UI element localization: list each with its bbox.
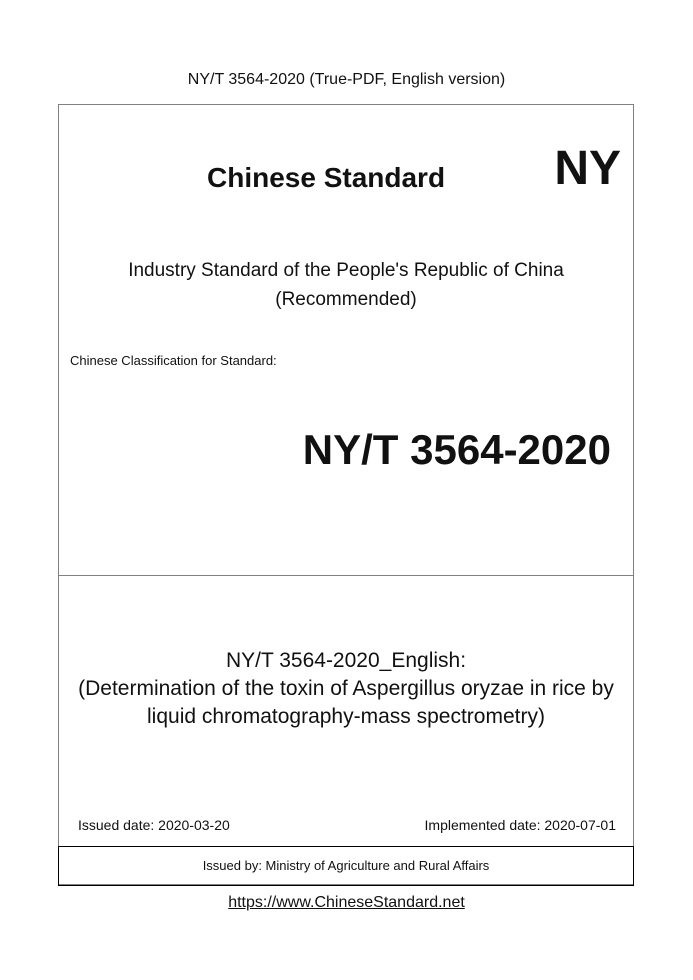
document-title-line: (Determination of the toxin of Aspergillus oryzae in rice by (78, 677, 614, 700)
standard-number: NY/T 3564-2020 (302, 426, 611, 473)
industry-standard-line: Industry Standard of the People's Republic of China (128, 260, 564, 281)
document-header: NY/T 3564-2020 (True-PDF, English version) (187, 71, 506, 88)
brand-code: NY (554, 142, 621, 195)
issuer-bar: Issued by: Ministry of Agriculture and Rural Affairs (58, 846, 634, 886)
website-link[interactable]: https://www.ChineseStandard.net (228, 894, 465, 911)
document-title-line: liquid chromatography-mass spectrometry) (147, 705, 545, 728)
cover-upper-panel (59, 105, 633, 576)
issued-date: Issued date: 2020-03-20 (78, 817, 230, 833)
english-title-line: NY/T 3564-2020_English: (225, 649, 467, 672)
classification-label: Chinese Classification for Standard: (70, 353, 277, 368)
cover-frame (58, 104, 634, 885)
cover-lower-panel (59, 576, 633, 846)
implemented-date: Implemented date: 2020-07-01 (424, 817, 616, 833)
brand-title: Chinese Standard (207, 162, 446, 193)
recommended-label: (Recommended) (275, 289, 417, 310)
